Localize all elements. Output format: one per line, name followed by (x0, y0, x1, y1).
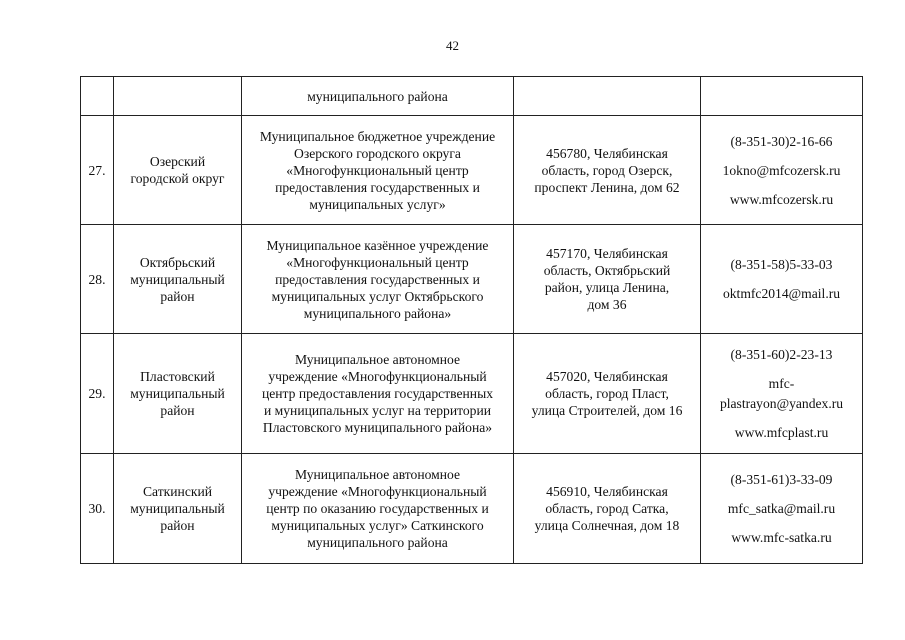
row-number-cell (81, 77, 114, 116)
phone-number: (8-351-60)2-23-13 (730, 347, 833, 362)
row-number-cell: 30. (81, 454, 114, 564)
address-line: 457170, Челябинская (546, 246, 668, 261)
institution-line: учреждение «Многофункциональный (268, 484, 487, 499)
district-cell (114, 454, 242, 564)
row-number-cell: 29. (81, 334, 114, 454)
institution-line: Муниципальное автономное (294, 467, 461, 482)
institution-line: «Многофункциональный центр (286, 254, 469, 270)
table-row (81, 454, 863, 564)
address-line: 457020, Челябинская (546, 369, 668, 384)
district-line: муниципальный (130, 271, 225, 287)
address-line: область, Октябрьский (543, 263, 671, 278)
institution-cell (242, 225, 514, 334)
institution-line: предоставления государственных и (275, 271, 480, 287)
district-line: муниципальный (130, 386, 225, 401)
table-row-continuation (81, 77, 863, 116)
address-line: улица Солнечная, дом 18 (534, 518, 680, 533)
district-line: Озерский (149, 154, 206, 169)
institution-line: «Многофункциональный центр (286, 162, 469, 178)
website-link[interactable]: www.mfcozersk.ru (729, 191, 834, 207)
address-line: 456910, Челябинская (546, 484, 668, 499)
row-number-cell: 27. (81, 116, 114, 225)
phone-number: (8-351-61)3-33-09 (730, 472, 833, 487)
email-link[interactable]: mfc_satka@mail.ru (727, 501, 836, 516)
address-cell (514, 454, 701, 564)
institution-line: муниципального района (307, 535, 448, 550)
table-row (81, 116, 863, 225)
district-line: городской округ (130, 171, 225, 186)
address-line: район, улица Ленина, (544, 280, 670, 295)
institution-line: муниципальных услуг» Саткинского (271, 518, 484, 533)
institution-line: Муниципальное казённое учреждение (266, 237, 489, 253)
email-link[interactable]: 1okno@mfcozersk.ru (722, 162, 841, 178)
address-line: область, город Сатка, (545, 501, 669, 516)
institution-line: и муниципальных услуг на территории (263, 403, 492, 418)
institution-cell (242, 334, 514, 454)
institution-line: муниципальных услуг Октябрьского (271, 288, 484, 304)
district-line: муниципальный (130, 501, 225, 516)
row-number-cell: 28. (81, 225, 114, 334)
address-line: область, город Пласт, (545, 386, 669, 401)
institution-line: центр по оказанию государственных и (266, 501, 489, 516)
address-line: проспект Ленина, дом 62 (534, 179, 680, 195)
website-link[interactable]: www.mfc-satka.ru (731, 530, 832, 545)
institution-line: Пластовского муниципального района» (262, 420, 493, 435)
institution-cell (242, 116, 514, 225)
table-row (81, 334, 863, 454)
district-line: Октябрьский (139, 254, 216, 270)
address-line: улица Строителей, дом 16 (531, 403, 683, 418)
address-cell (514, 116, 701, 225)
district-line: Саткинский (142, 484, 213, 499)
institution-line: учреждение «Многофункциональный (268, 369, 487, 384)
address-cell (514, 334, 701, 454)
institution-line: Муниципальное бюджетное учреждение (259, 128, 496, 144)
institution-cell (242, 454, 514, 564)
contacts-cell (701, 334, 863, 454)
website-link[interactable]: www.mfcplast.ru (734, 425, 829, 440)
institution-line: Озерского городского округа (294, 145, 461, 161)
institution-line: муниципальных услуг» (309, 196, 446, 212)
district-line: Пластовский (140, 369, 215, 384)
district-line: район (160, 288, 195, 304)
contacts-cell (701, 77, 863, 116)
address-cell (514, 225, 701, 334)
address-line: область, город Озерск, (541, 162, 673, 178)
institution-line: предоставления государственных и (275, 179, 480, 195)
district-cell (114, 116, 242, 225)
institution-cell: муниципального района (242, 77, 514, 116)
contacts-cell (701, 116, 863, 225)
phone-number: (8-351-58)5-33-03 (730, 257, 833, 272)
district-cell (114, 77, 242, 116)
email-link[interactable]: oktmfc2014@mail.ru (722, 286, 841, 301)
address-line: 456780, Челябинская (546, 145, 668, 161)
address-cell (514, 77, 701, 116)
institution-line: центр предоставления государственных (261, 386, 494, 401)
district-line: район (160, 518, 195, 533)
email-link-part[interactable]: plastrayon@yandex.ru (719, 396, 844, 411)
district-cell (114, 225, 242, 334)
institution-line: муниципального района» (303, 305, 452, 321)
table-row (81, 225, 863, 334)
phone-number: (8-351-30)2-16-66 (730, 133, 833, 149)
contacts-cell (701, 225, 863, 334)
page-number: 42 (446, 38, 459, 53)
district-line: район (160, 403, 195, 418)
contacts-cell (701, 454, 863, 564)
address-line: дом 36 (587, 297, 627, 312)
institution-line: Муниципальное автономное (294, 352, 461, 367)
district-cell (114, 334, 242, 454)
email-link-part[interactable]: mfc- (768, 376, 795, 391)
mfc-registry-table (80, 76, 863, 564)
